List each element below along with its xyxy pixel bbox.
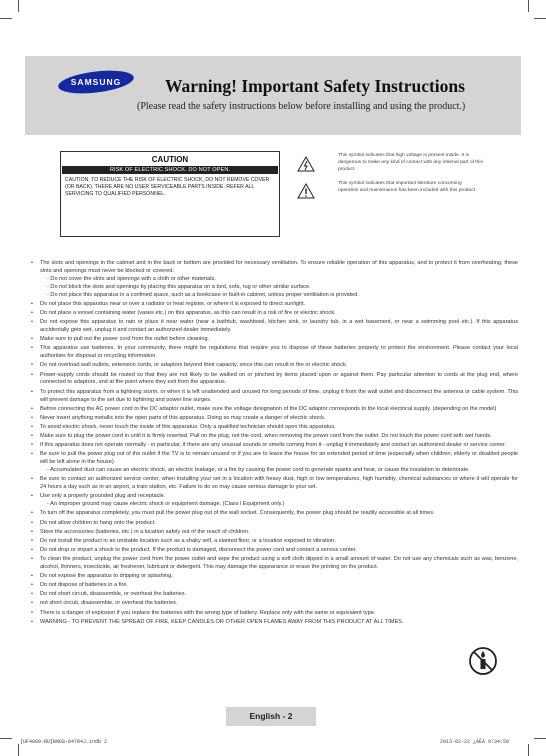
instruction-text: To clean the product, unplug the power cord from the power outlet and wipe the product using a soft cloth dipped in a small amount of water. Do not use any chemicals such as wax, benzene, alcohol, thinners, insecticide, air freshener, lubricant or detergent. This may damage the appearance or erase the printing on the product. [40, 556, 518, 570]
instruction-item [30, 476, 518, 492]
instruction-item [30, 493, 518, 509]
instruction-item [30, 260, 518, 300]
instruction-item [30, 424, 518, 432]
instruction-item [30, 547, 518, 555]
instruction-text: Do not overload wall outlets, extension cords, or adaptors beyond their capacity, since this can result in fire or electric shock. [40, 362, 348, 369]
instruction-item [30, 310, 518, 318]
caution-title: CAUTION [151, 155, 189, 164]
instruction-item [30, 556, 518, 572]
instruction-text: Make sure to pull out the power cord from the outlet before cleaning. [40, 336, 210, 343]
caution-bar: RISK OF ELECTRIC SHOCK. DO NOT OPEN. [62, 166, 278, 174]
instruction-text: Do not install the product in an unstable location such as a shaky self, a slanted floor, or a location exposed to vibration. [40, 537, 336, 544]
instruction-text: Use only a properly grounded plug and receptacle. [40, 493, 166, 500]
crop-mark [18, 0, 19, 12]
page-number: English - 2 [226, 707, 316, 726]
instruction-text: Before connecting the AC power cord to the DC adaptor outlet, make sure the voltage designation of the DC adaptor corresponds to the local electrical supply. (depending on the model) [40, 405, 497, 412]
instruction-text: If this apparatus does not operate normally - in particular, if there are any unusual sounds or smells coming from it - unplug it immediately and contact an authorized dealer or service center. [40, 442, 507, 449]
lightning-warning-icon [297, 156, 315, 172]
print-slug-left: [UF4000-RU]BN68-04784J.indb 2 [20, 739, 108, 745]
crop-mark [0, 738, 12, 739]
instruction-text: This apparatus use batteries. In your community, there might be regulations that require you to dispose of these batteries properly to protect the environment. Please contact your local authorities for disposal or recycling information. [40, 345, 518, 360]
instruction-text: To turn off the apparatus completely, you must pull the power plug out of the wall socket. Consequently, the power plug should be readily accessible at all times. [40, 510, 435, 517]
exclamation-warning-icon [297, 183, 315, 199]
instruction-subitem: - Accumulated dust can cause an electric shock, an electric leakage, or a fire by causing the power cord to generate sparks and heat, or cause the insulation to deteriorate. [47, 467, 470, 474]
instruction-item [30, 510, 518, 518]
instruction-item [30, 610, 518, 618]
instruction-text: Be sure to pull the power plug out of the outlet if the TV is to remain unused or if you are to leave the house for an extended period of time (especially when children, elderly or disabled people will be left alone in the house). [40, 451, 518, 466]
print-slug-right: 2013-02-22 ¿ÀÈÄ 9:34:50 [440, 739, 510, 745]
instruction-subitem: - Do not block the slots and openings by placing this apparatus on a bed, sofa, rug or other similar surface. [47, 283, 311, 290]
crop-mark [534, 738, 546, 739]
instruction-text: Make sure to plug the power cord in until it is firmly inserted. Pull on the plug, not the cord, when removing the power cord from the outlet. Do not touch the power cord with wet hands. [40, 433, 492, 439]
title-banner [25, 56, 521, 135]
instruction-item [30, 529, 518, 537]
no-open-flame-icon [468, 646, 498, 676]
instruction-text: Do not allow children to hang onto the product. [40, 519, 156, 526]
instruction-item [30, 301, 518, 309]
instruction-item [30, 415, 518, 423]
instruction-text: To avoid electric shock, never touch the inside of this apparatus. Only a qualified technician should open this apparatus. [40, 423, 336, 430]
instruction-item [30, 319, 518, 335]
instruction-item [30, 389, 518, 405]
instruction-text: Be sure to contact an authorized service center, when installing your set in a location with heavy dust, high or low temperatures, high humidity, chemical substances or where it will operate for 24 hours a day such as in an airport, a train station, etc. Failure to do so may cause serious damage to your set. [40, 476, 518, 491]
instruction-text: The slots and openings in the cabinet and in the back or bottom are provided for necessary ventilation. To ensure reliable operation of this apparatus, and to protect it from overheating, these slots and openings must never be blocked or covered. [40, 260, 518, 274]
instruction-text: Do not place this apparatus near or over a radiator or heat register, or where it is exposed to direct sunlight. [40, 300, 306, 307]
instruction-item [30, 520, 518, 528]
instruction-item [30, 433, 518, 441]
instruction-item [30, 600, 518, 608]
crop-mark [534, 18, 546, 19]
page-subtitle: (Please read the safety instructions below before installing and using the product.) [137, 101, 466, 112]
instruction-text: Do not expose this apparatus to rain or place it near water (near a bathtub, washbowl, kitchen sink, or laundry tub, in a wet basement, or near a swimming pool etc.). If this apparatus accidentally gets wet, unplug it and contact an authorized dealer immediately. [40, 319, 518, 334]
instruction-item [30, 406, 518, 414]
exclamation-symbol-text: This symbol indicates that important literature concerning operation and maintenance has been included with this product. [338, 181, 477, 193]
caution-box [60, 151, 280, 237]
instruction-item [30, 591, 518, 599]
safety-instructions-list [30, 260, 518, 628]
instruction-item [30, 573, 518, 581]
instruction-text: Power-supply cords should be routed so that they are not likely to be walked on or pinched by items placed upon or against them. Pay particular attention to cords at the plug end, where connected to adaptors, and at the point where they exit from the apparatus. [40, 371, 518, 386]
instruction-text: WARNING - TO PREVENT THE SPREAD OF FIRE, KEEP CANDLES OR OTHER OPEN FLAMES AWAY FROM THIS PRODUCT AT ALL TIMES. [40, 618, 404, 625]
instruction-text: Store the accessories (batteries, etc.) in a location safely out of the reach of children. [40, 528, 250, 535]
crop-mark [528, 744, 529, 756]
instruction-subitem: - Do not place this apparatus in a confined space, such as a bookcase or built-in cabinet, unless proper ventilation is provided. [47, 291, 359, 298]
instruction-subitem: - An improper ground may cause electric shock or equipment damage. (Class l Equipment only.) [47, 501, 285, 508]
caution-text: CAUTION: TO REDUCE THE RISK OF ELECTRIC SHOCK, DO NOT REMOVE COVER (OR BACK). THERE ARE NO USER SERVICEABLE PARTS INSIDE. REFER ALL SERVICING TO QUALIFIED PERSONNEL. [65, 177, 270, 198]
instruction-item [30, 336, 518, 344]
instruction-subitem: - Do not cover the slots and openings with a cloth or other materials. [47, 275, 216, 282]
crop-mark [18, 744, 19, 756]
instruction-text: Never insert anything metallic into the open parts of this apparatus. Doing so may create a danger of electric shock. [40, 414, 326, 421]
instruction-item [30, 362, 518, 370]
instruction-item [30, 451, 518, 475]
instruction-text: Do not dispose of batteries in a fire. [40, 582, 128, 589]
crop-mark [528, 0, 529, 12]
instruction-text: There is a danger of explosion if you replace the batteries with the wrong type of battery. Replace only with the same or equivalent type. [40, 609, 376, 616]
page-title: Warning! Important Safety Instructions [165, 76, 465, 96]
instruction-text: Do not drop or impart a shock to the product. If the product is damaged, disconnect the power cord and contact a service center. [40, 546, 357, 553]
instruction-item [30, 372, 518, 388]
instruction-item [30, 619, 518, 627]
crop-mark [0, 18, 12, 19]
instruction-item [30, 345, 518, 361]
instruction-text: Do not place a vessel containing water (vases etc.) on this apparatus, as this can result in a risk of fire or electric shock. [40, 310, 336, 316]
instruction-item [30, 538, 518, 546]
instruction-text: To protect this apparatus from a lightning storm, or when it is left unattended and unused for long periods of time, unplug it from the wall outlet and disconnect the antenna or cable system. This will prevent damage to the set due to lightning and power line surges. [40, 388, 518, 403]
instruction-item [30, 582, 518, 590]
lightning-symbol-text: This symbol indicates that high voltage is present inside. It is dangerous to make any kind of contact with any internal part of this product. [338, 153, 483, 172]
samsung-logo [57, 70, 135, 94]
instruction-text: Do not short circuit, disassemble, or overheat the batteries. [40, 591, 187, 598]
instruction-item [30, 442, 518, 450]
instruction-text: not short circuit, disassemble, or overheat the batteries. [40, 600, 178, 607]
instruction-text: Do not expose the apparatus to dripping or splashing. [40, 573, 173, 580]
svg-text:SAMSUNG: SAMSUNG [70, 77, 122, 87]
